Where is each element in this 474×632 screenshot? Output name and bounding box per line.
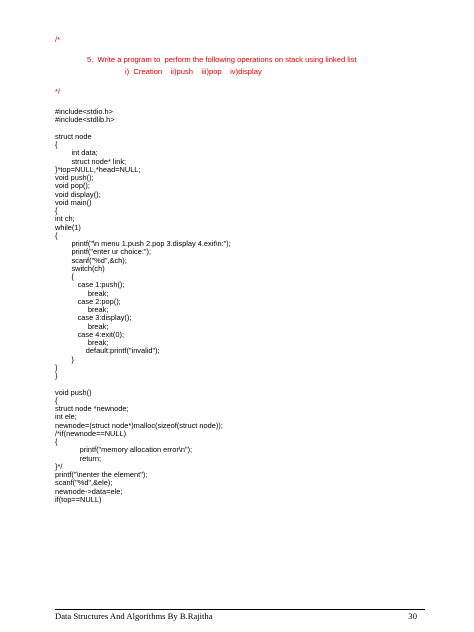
comment-close: */	[55, 87, 61, 96]
code-listing: #include<stdio.h> #include<stdlib.h> struct node { int data; struct node* link; }*top=NULL,*head=NULL; void push(); void pop(); void display(); void main() { int ch; while(1) { printf("\n menu 1.push 2.pop 3.display 4.exit\n:"); printf("enter ur choice:"); scanf("%d",&ch); switch(ch) { case 1:push(); break; case 2:pop(); break; case 3:display(); break; case 4:exit(0); break; default:printf("invalid"); } } } void push() { struct node *newnode; int ele; newnode=(struct node*)malloc(sizeof(struct node)); /*if(newnode==NULL) { printf("memory allocation error\n"); return; }*/ printf("\nenter the element"); scanf("%d",&ele); newnode->data=ele; if(top==NULL)	[55, 107, 231, 504]
task-operations: i) Creation ii)push iii)pop iv)display	[125, 67, 262, 76]
task-heading: 5. Write a program to perform the following operations on stack using linked list	[87, 55, 357, 64]
comment-open: /*	[55, 35, 61, 44]
footer-title: Data Structures And Algorithms By B.Rajitha	[55, 611, 213, 621]
page-number: 30	[408, 611, 417, 621]
footer-rule	[55, 609, 425, 610]
